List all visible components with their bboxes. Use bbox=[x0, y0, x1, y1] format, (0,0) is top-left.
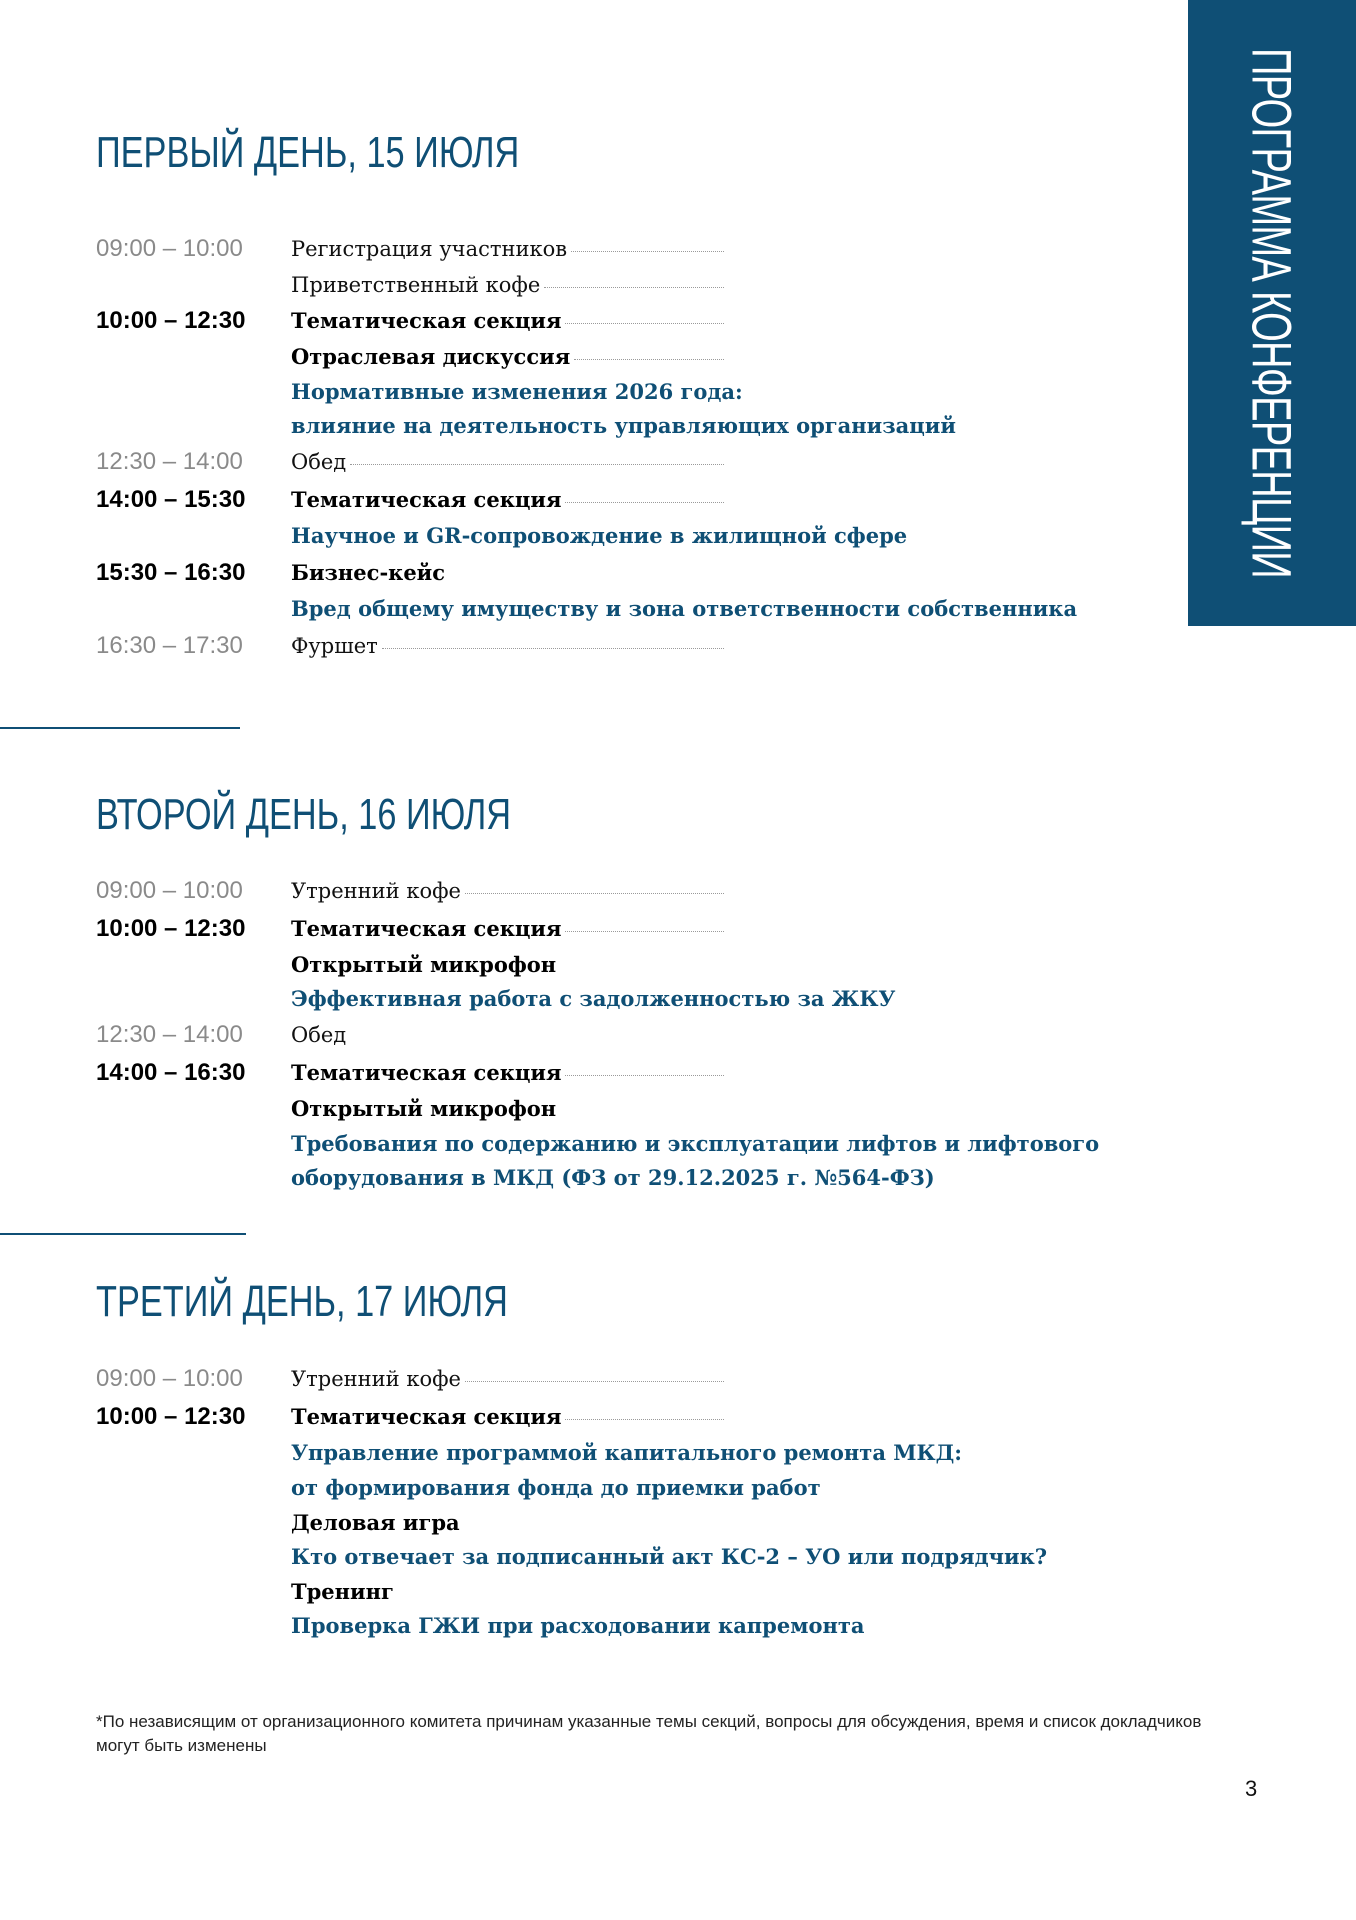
dotted-leader bbox=[465, 1380, 724, 1382]
event bbox=[291, 873, 724, 909]
section-divider bbox=[0, 1233, 246, 1235]
dotted-leader bbox=[382, 647, 724, 649]
day-3-heading: ТРЕТИЙ ДЕНЬ, 17 ИЮЛЯ bbox=[96, 1277, 508, 1326]
event bbox=[291, 1505, 460, 1541]
dotted-leader bbox=[465, 892, 724, 894]
time-range: 10:00 – 12:30 bbox=[96, 1403, 246, 1430]
time-range: 12:30 – 14:00 bbox=[96, 1021, 243, 1048]
session-topic: Требования по содержанию и эксплуатации лифтов и лифтового bbox=[291, 1131, 1100, 1156]
event bbox=[291, 1361, 724, 1397]
time-range: 09:00 – 10:00 bbox=[96, 1365, 243, 1392]
event bbox=[291, 267, 724, 303]
event-title: Тематическая секция bbox=[291, 1060, 562, 1085]
time-range: 10:00 – 12:30 bbox=[96, 307, 246, 334]
time-range: 09:00 – 10:00 bbox=[96, 877, 243, 904]
event-title: Утренний кофе bbox=[291, 1367, 461, 1391]
event bbox=[291, 981, 895, 1017]
dotted-leader bbox=[565, 322, 724, 324]
event bbox=[291, 1160, 935, 1196]
event bbox=[291, 1435, 962, 1471]
footnote: *По независящим от организационного комитета причинам указанные темы секций, вопросы для обсуждения, время и список докладчиков могут быть изменены bbox=[96, 1712, 1202, 1755]
event bbox=[291, 1470, 821, 1506]
session-topic: Научное и GR-сопровождение в жилищной сфере bbox=[291, 523, 908, 548]
event bbox=[291, 1539, 1047, 1575]
time-range: 09:00 – 10:00 bbox=[96, 235, 243, 262]
event bbox=[291, 231, 724, 267]
event bbox=[291, 339, 724, 375]
session-topic: влияние на деятельность управляющих организаций bbox=[291, 413, 956, 438]
event-title: Тематическая секция bbox=[291, 308, 562, 333]
event bbox=[291, 444, 724, 480]
event bbox=[291, 408, 956, 444]
day-2-heading: ВТОРОЙ ДЕНЬ, 16 ИЮЛЯ bbox=[96, 790, 512, 839]
event-title: Бизнес-кейс bbox=[291, 560, 446, 585]
dotted-leader bbox=[565, 1418, 724, 1420]
event bbox=[291, 1608, 864, 1644]
event bbox=[291, 555, 445, 591]
dotted-leader bbox=[350, 463, 724, 465]
dotted-leader bbox=[574, 358, 724, 360]
dotted-leader bbox=[565, 1074, 724, 1076]
event bbox=[291, 1091, 556, 1127]
session-topic: Вред общему имуществу и зона ответственности собственника bbox=[291, 596, 1078, 621]
event bbox=[291, 628, 724, 664]
dotted-leader bbox=[571, 250, 724, 252]
event-title: Открытый микрофон bbox=[291, 952, 557, 977]
event-title: Обед bbox=[291, 450, 347, 474]
event-title: Регистрация участников bbox=[291, 237, 568, 261]
event-title: Тренинг bbox=[291, 1579, 394, 1604]
event-title: Тематическая секция bbox=[291, 1404, 562, 1429]
session-topic: Кто отвечает за подписанный акт КС-2 – УО или подрядчик? bbox=[291, 1544, 1048, 1569]
time-range: 16:30 – 17:30 bbox=[96, 632, 243, 659]
day-1-heading: ПЕРВЫЙ ДЕНЬ, 15 ИЮЛЯ bbox=[96, 128, 520, 177]
session-topic: Нормативные изменения 2026 года: bbox=[291, 379, 743, 404]
section-divider bbox=[0, 727, 240, 729]
session-topic: Проверка ГЖИ при расходовании капремонта bbox=[291, 1613, 865, 1638]
event-title: Открытый микрофон bbox=[291, 1096, 557, 1121]
event bbox=[291, 374, 743, 410]
dotted-leader bbox=[544, 286, 724, 288]
event-title: Фуршет bbox=[291, 634, 378, 658]
event-title: Отраслевая дискуссия bbox=[291, 344, 571, 369]
event bbox=[291, 303, 724, 339]
event-title: Утренний кофе bbox=[291, 879, 461, 903]
event bbox=[291, 518, 907, 554]
dotted-leader bbox=[565, 930, 724, 932]
sidebar-title: ПРОГРАММА КОНФЕРЕНЦИИ bbox=[1240, 48, 1304, 578]
session-topic: Эффективная работа с задолженностью за ЖКУ bbox=[291, 986, 896, 1011]
event-title: Тематическая секция bbox=[291, 916, 562, 941]
event-title: Тематическая секция bbox=[291, 487, 562, 512]
page-number: 3 bbox=[1245, 1776, 1258, 1801]
event-title: Деловая игра bbox=[291, 1510, 460, 1535]
time-range: 12:30 – 14:00 bbox=[96, 448, 243, 475]
sidebar-banner bbox=[1188, 0, 1356, 626]
event-title: Обед bbox=[291, 1023, 347, 1047]
session-topic: от формирования фонда до приемки работ bbox=[291, 1475, 821, 1500]
time-range: 14:00 – 15:30 bbox=[96, 486, 246, 513]
event bbox=[291, 1399, 724, 1435]
event bbox=[291, 911, 724, 947]
event bbox=[291, 591, 1077, 627]
event bbox=[291, 1126, 1099, 1162]
time-range: 15:30 – 16:30 bbox=[96, 559, 246, 586]
time-range: 14:00 – 16:30 bbox=[96, 1059, 246, 1086]
event bbox=[291, 1055, 724, 1091]
session-topic: Управление программой капитального ремонта МКД: bbox=[291, 1440, 963, 1465]
event bbox=[291, 1017, 346, 1053]
event bbox=[291, 1574, 394, 1610]
event bbox=[291, 482, 724, 518]
time-range: 10:00 – 12:30 bbox=[96, 915, 246, 942]
event bbox=[291, 947, 556, 983]
dotted-leader bbox=[565, 501, 724, 503]
event-title: Приветственный кофе bbox=[291, 273, 541, 297]
session-topic: оборудования в МКД (ФЗ от 29.12.2025 г. №564-ФЗ) bbox=[291, 1165, 935, 1190]
